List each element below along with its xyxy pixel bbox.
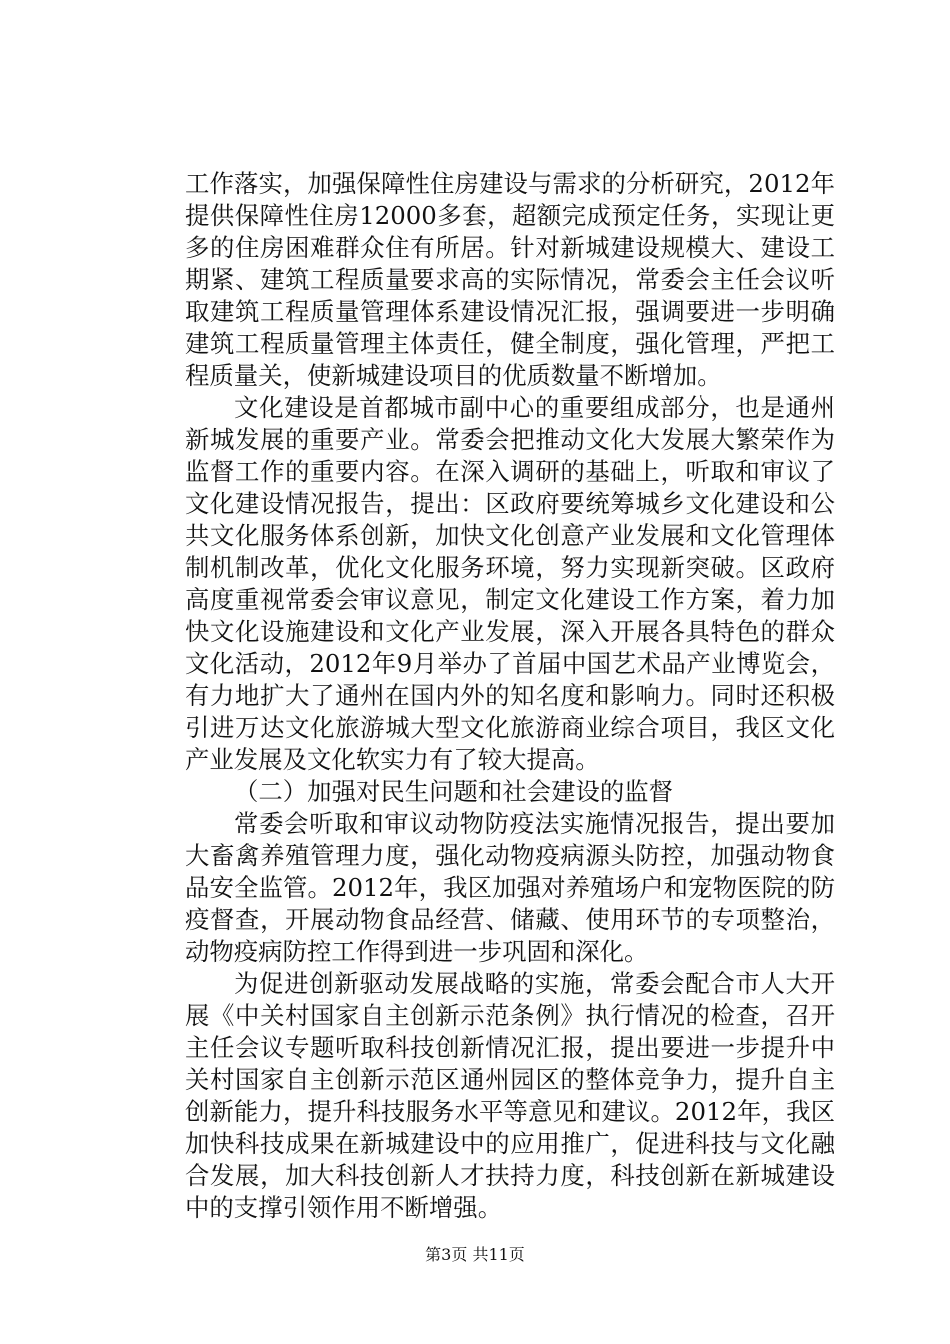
- paragraph-housing: 工作落实，加强保障性住房建设与需求的分析研究，2012年提供保障性住房12000多套，超额完成预定任务，实现让更多的住房困难群众住有所居。针对新城建设规模大、建设工期紧、建筑工程质量要求高的实际情况，常委会主任会议听取建筑工程质量管理体系建设情况汇报，强调要进一步明确建筑工程质量管理主体责任，健全制度，强化管理，严把工程质量关，使新城建设项目的优质数量不断增加。: [185, 169, 835, 390]
- section-heading: （二）加强对民生问题和社会建设的监督: [234, 777, 674, 806]
- paragraph-animal-epidemic: 常委会听取和审议动物防疫法实施情况报告，提出要加大畜禽养殖管理力度，强化动物疫病源头防控，加强动物食品安全监管。2012年，我区加强对养殖场户和宠物医院的防疫督查，开展动物食品经营、储藏、使用环节的专项整治，动物疫病防控工作得到进一步巩固和深化。: [185, 809, 835, 966]
- document-body: [185, 168, 835, 1224]
- paragraph-culture: 文化建设是首都城市副中心的重要组成部分，也是通州新城发展的重要产业。常委会把推动文化大发展大繁荣作为监督工作的重要内容。在深入调研的基础上，听取和审议了文化建设情况报告，提出：区政府要统筹城乡文化建设和公共文化服务体系创新，加快文化创意产业发展和文化管理体制机制改革，优化文化服务环境，努力实现新突破。区政府高度重视常委会审议意见，制定文化建设工作方案，着力加快文化设施建设和文化产业发展，深入开展各具特色的群众文化活动，2012年9月举办了首届中国艺术品产业博览会，有力地扩大了通州在国内外的知名度和影响力。同时还积极引进万达文化旅游城大型文化旅游商业综合项目，我区文化产业发展及文化软实力有了较大提高。: [185, 393, 835, 774]
- page-footer: 第3页 共11页: [425, 1245, 525, 1264]
- paragraph-innovation: 为促进创新驱动发展战略的实施，常委会配合市人大开展《中关村国家自主创新示范条例》执行情况的检查，召开主任会议专题听取科技创新情况汇报，提出要进一步提升中关村国家自主创新示范区通州园区的整体竞争力，提升自主创新能力，提升科技服务水平等意见和建议。2012年，我区加快科技成果在新城建设中的应用推广，促进科技与文化融合发展，加大科技创新人才扶持力度，科技创新在新城建设中的支撑引领作用不断增强。: [185, 969, 835, 1222]
